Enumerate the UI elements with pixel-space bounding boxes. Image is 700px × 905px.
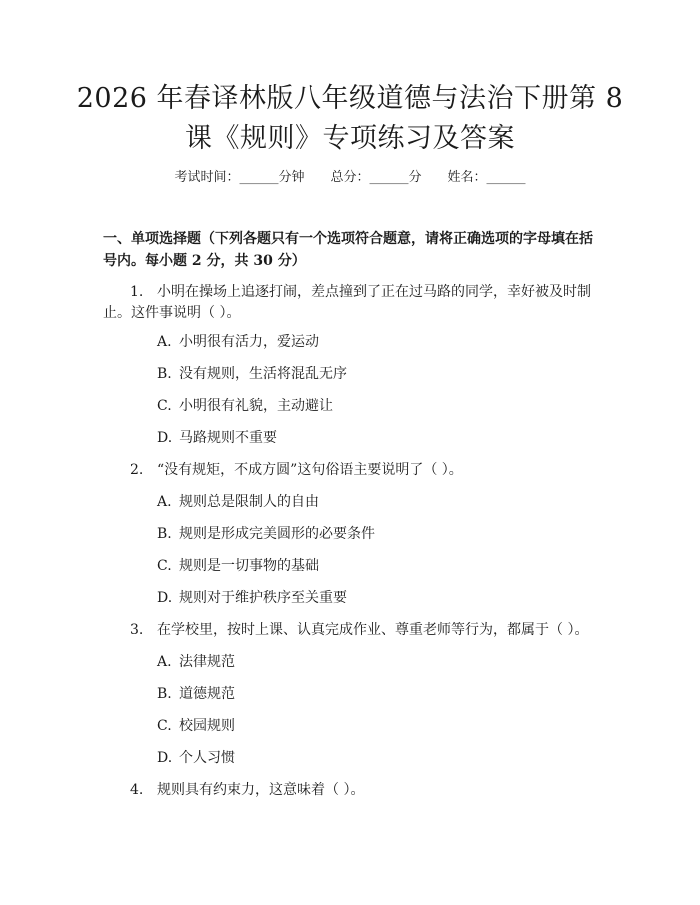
option-letter: B. [157,366,172,382]
question-2-option-c [157,556,319,576]
option-text: 小明很有礼貌，主动避让 [179,398,333,414]
option-text: 小明很有活力，爱运动 [179,334,319,350]
option-text: 法律规范 [179,654,235,670]
question-4-stem [103,780,599,801]
question-3-option-c [157,716,235,736]
question-number: 3. [130,622,144,638]
option-letter: D. [157,430,173,446]
question-1-option-d [157,428,277,448]
question-number: 1. [130,284,144,300]
option-letter: C. [157,718,172,734]
question-2-option-a [157,492,319,512]
question-text: 小明在操场上追逐打闹，差点撞到了正在过马路的同学，幸好被及时制止。这件事说明（ ）。 [103,284,591,321]
question-text: “没有规矩，不成方圆”这句俗语主要说明了（ ）。 [157,462,463,478]
question-number: 4. [130,782,144,798]
question-1-option-c [157,396,333,416]
question-1-stem [103,282,599,324]
option-letter: A. [157,654,172,670]
question-text: 规则具有约束力，这意味着（ ）。 [157,782,365,798]
question-2-stem [103,460,599,481]
question-3-option-d [157,748,235,768]
option-text: 校园规则 [179,718,235,734]
option-text: 规则是一切事物的基础 [179,558,319,574]
option-letter: B. [157,686,172,702]
exam-info [0,168,700,188]
exam-time: 考试时间：______分钟 [174,170,305,185]
option-text: 马路规则不重要 [179,430,277,446]
option-letter: C. [157,558,172,574]
option-text: 规则对于维护秩序至关重要 [179,590,347,606]
document-title-line-1: 2026 年春译林版八年级道德与法治下册第 8 [76,83,624,114]
question-2-option-b [157,524,375,544]
question-number: 2. [130,462,144,478]
question-text: 在学校里，按时上课、认真完成作业、尊重老师等行为，都属于（ ）。 [157,622,589,638]
option-text: 规则是形成完美圆形的必要条件 [179,526,375,542]
question-3-option-b [157,684,235,704]
option-letter: C. [157,398,172,414]
question-3-stem [103,620,599,641]
section-heading-line-1: 一、单项选择题（下列各题只有一个选项符合题意，请将正确选项的字母填在括 [103,231,593,247]
option-letter: D. [157,590,173,606]
exam-name: 姓名：______ [447,170,526,185]
option-letter: A. [157,494,172,510]
option-text: 道德规范 [179,686,235,702]
option-text: 规则总是限制人的自由 [179,494,319,510]
section-heading [103,228,603,272]
document-title-line-2: 课《规则》专项练习及答案 [185,123,515,154]
option-text: 没有规则，生活将混乱无序 [179,366,347,382]
exam-score: 总分：______分 [330,170,422,185]
question-1-option-b [157,364,347,384]
option-letter: D. [157,750,173,766]
option-letter: B. [157,526,172,542]
question-3-option-a [157,652,235,672]
section-heading-line-2: 号内。每小题 2 分，共 30 分） [103,253,306,269]
option-letter: A. [157,334,172,350]
question-1-option-a [157,332,319,352]
option-text: 个人习惯 [179,750,235,766]
question-2-option-d [157,588,347,608]
